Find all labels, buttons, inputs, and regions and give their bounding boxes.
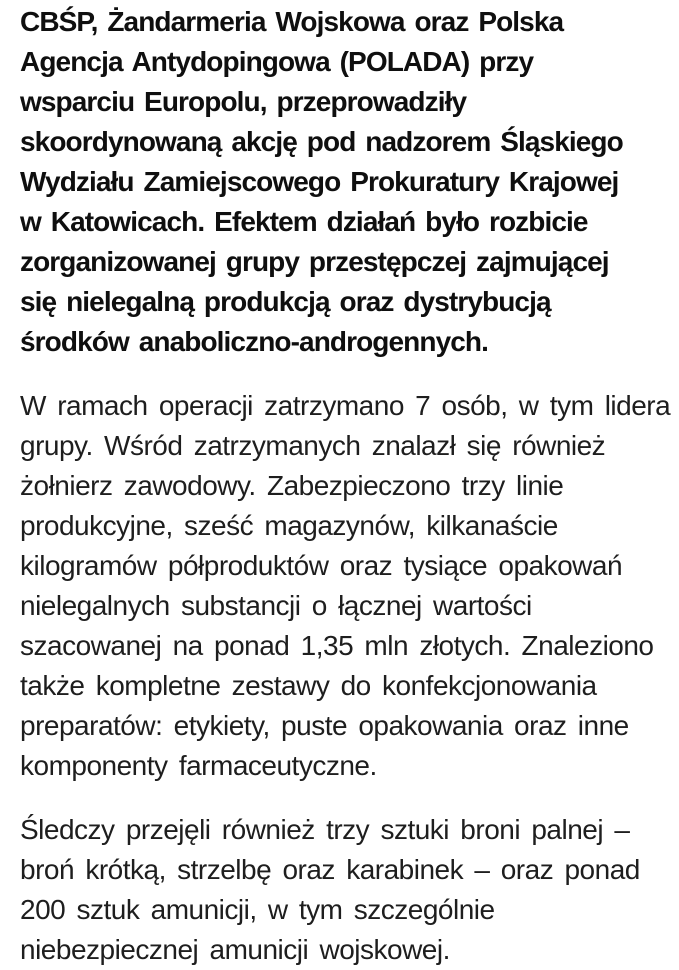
text-line: kilogramów półproduktów oraz tysiące opakowań xyxy=(20,550,623,581)
text-line: nielegalnych substancji o łącznej wartości xyxy=(20,590,532,621)
text-line: w Katowicach. Efektem działań było rozbicie xyxy=(20,206,588,237)
text-line: CBŚP, Żandarmeria Wojskowa oraz Polska xyxy=(20,6,564,37)
text-line: preparatów: etykiety, puste opakowania oraz inne xyxy=(20,710,629,741)
text-line: szacowanej na ponad 1,35 mln złotych. Znaleziono xyxy=(20,630,654,661)
text-line: broń krótką, strzelbę oraz karabinek – oraz ponad xyxy=(20,854,640,885)
text-line: produkcyjne, sześć magazynów, kilkanaście xyxy=(20,510,558,541)
text-line: komponenty farmaceutyczne. xyxy=(20,750,377,781)
text-line: skoordynowaną akcję pod nadzorem Śląskiego xyxy=(20,126,623,157)
text-line: Wydziału Zamiejscowego Prokuratury Krajowej xyxy=(20,166,619,197)
text-line: W ramach operacji zatrzymano 7 osób, w tym lidera xyxy=(20,390,671,421)
body-paragraph-1 xyxy=(20,386,669,786)
text-line: także kompletne zestawy do konfekcjonowania xyxy=(20,670,597,701)
text-line: zorganizowanej grupy przestępczej zajmującej xyxy=(20,246,609,277)
text-line: żołnierz zawodowy. Zabezpieczono trzy linie xyxy=(20,470,564,501)
text-line: wsparciu Europolu, przeprowadziły xyxy=(20,86,467,117)
text-line: Śledczy przejęli również trzy sztuki broni palnej – xyxy=(20,814,630,845)
text-line: grupy. Wśród zatrzymanych znalazł się również xyxy=(20,430,606,461)
text-line: 200 sztuk amunicji, w tym szczególnie xyxy=(20,894,495,925)
text-line: środków anaboliczno-androgennych. xyxy=(20,326,489,357)
lead-paragraph xyxy=(20,2,669,362)
text-line: Agencja Antydopingowa (POLADA) przy xyxy=(20,46,534,77)
body-paragraph-2 xyxy=(20,810,669,970)
text-line: się nielegalną produkcją oraz dystrybucją xyxy=(20,286,551,317)
text-line: niebezpiecznej amunicji wojskowej. xyxy=(20,934,450,965)
